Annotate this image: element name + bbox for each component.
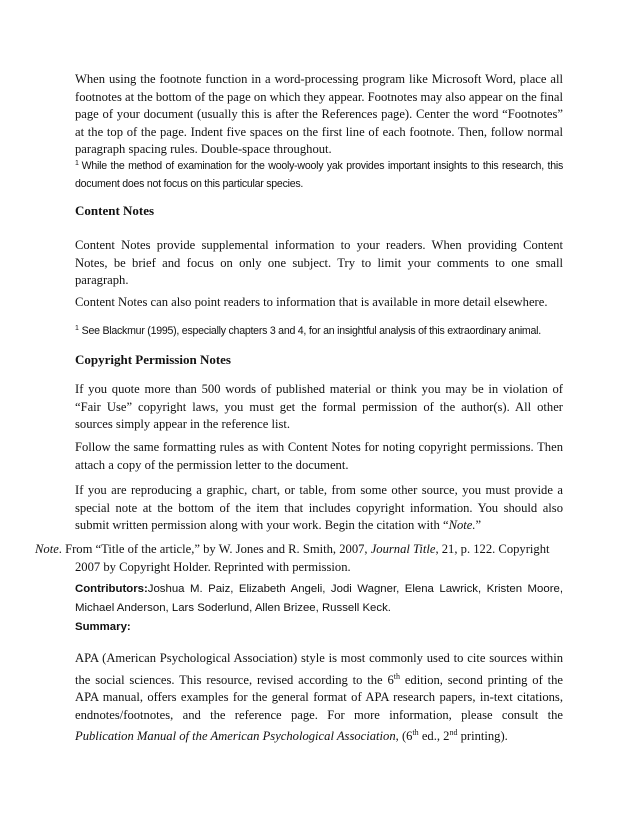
summary-part-4: ed., 2: [418, 729, 450, 743]
note-citation-part-2: , 21, p. 122. Copyright: [435, 542, 550, 556]
summary-sup-1: th: [393, 671, 400, 681]
contributors-names: Joshua M. Paiz, Elizabeth Angeli, Jodi Wagner, Elena Lawrick, Kristen Moore, Michael Anderson, Lars Soderlund, Allen Brizee, Russell Keck.: [75, 583, 563, 614]
summary-label-line: [75, 618, 563, 637]
summary-part-2: edition, second printing of the APA manual, offers examples for the general format of APA research papers, in-text citations, endnotes/footnotes, and the reference page. For more information, please consult the: [75, 672, 563, 722]
summary-part-3: , (6: [395, 729, 413, 743]
content-notes-paragraph-2: Content Notes can also point readers to information that is available in more detail elsewhere.: [75, 295, 548, 309]
summary-label: Summary:: [75, 621, 131, 633]
note-journal-title: Journal Title: [370, 542, 436, 556]
note-citation: [35, 541, 563, 576]
contributors-label: Contributors:: [75, 583, 148, 595]
summary-sup-3: nd: [449, 728, 458, 737]
summary-part-1: APA (American Psychological Association) style is most commonly used to cite sources within the social sciences. This resource, revised according to the 6: [75, 651, 563, 687]
copyright-notes-heading: Copyright Permission Notes: [75, 352, 231, 367]
content-notes-example: [75, 320, 563, 340]
summary-publication-title: Publication Manual of the American Psychological Association: [75, 729, 396, 743]
copyright-notes-paragraph-1: If you quote more than 500 words of published material or think you may be in violation of “Fair Use” copyright laws, you must get the formal permission of the author(s). All other sources simply appear in the reference list.: [75, 382, 563, 431]
note-citation-part-1: . From “Title of the article,” by W. Jones and R. Smith, 2007,: [58, 542, 368, 556]
content-note-example-text: See Blackmur (1995), especially chapters 3 and 4, for an insightful analysis of this extraordinary animal.: [81, 325, 541, 337]
note-citation-line-1: [35, 542, 550, 556]
copyright-notes-paragraph-3: [75, 482, 563, 535]
note-label: Note: [35, 542, 59, 556]
contributors: [75, 580, 563, 618]
copyright-paragraph-3-italic: Note.: [448, 518, 476, 532]
content-notes-heading: Content Notes: [75, 203, 155, 218]
content-note-marker: 1: [75, 325, 79, 332]
summary-part-5: printing).: [457, 729, 508, 743]
copyright-paragraph-3-text: If you are reproducing a graphic, chart, or table, from some other source, you must provide a special note at the bottom of the item that includes copyright information. You should also submit written permission along with your work. Begin the citation with “: [75, 483, 563, 532]
copyright-notes-paragraph-2: Follow the same formatting rules as with Content Notes for noting copyright permissions. Then attach a copy of the permission letter to the document.: [75, 440, 563, 472]
content-notes-paragraph-1: Content Notes provide supplemental information to your readers. When providing Content Notes, be brief and focus on only one subject. Try to limit your comments to one small paragraph.: [75, 238, 563, 287]
copyright-paragraph-3-end: ”: [475, 518, 482, 532]
footnote-marker: 1: [75, 160, 79, 167]
footnote-instructions-paragraph: When using the footnote function in a word-processing program like Microsoft Word, place all footnotes at the bottom of the page on which they appear. Footnotes may also appear on the final page of your document (usually this is after the References page). Center the word “Footnotes” at the top of the page. Indent five spaces on the first line of each footnote. Then, follow normal paragraph spacing rules. Double-space throughout.: [75, 72, 563, 156]
summary-paragraph: [75, 650, 563, 746]
note-citation-line-2: 2007 by Copyright Holder. Reprinted with permission.: [75, 559, 351, 574]
footnote-example: [75, 155, 563, 193]
summary-sup-2: th: [412, 728, 419, 737]
footnote-example-text: While the method of examination for the wooly-wooly yak provides important insights to this research, this document does not focus on this particular species.: [75, 160, 563, 190]
